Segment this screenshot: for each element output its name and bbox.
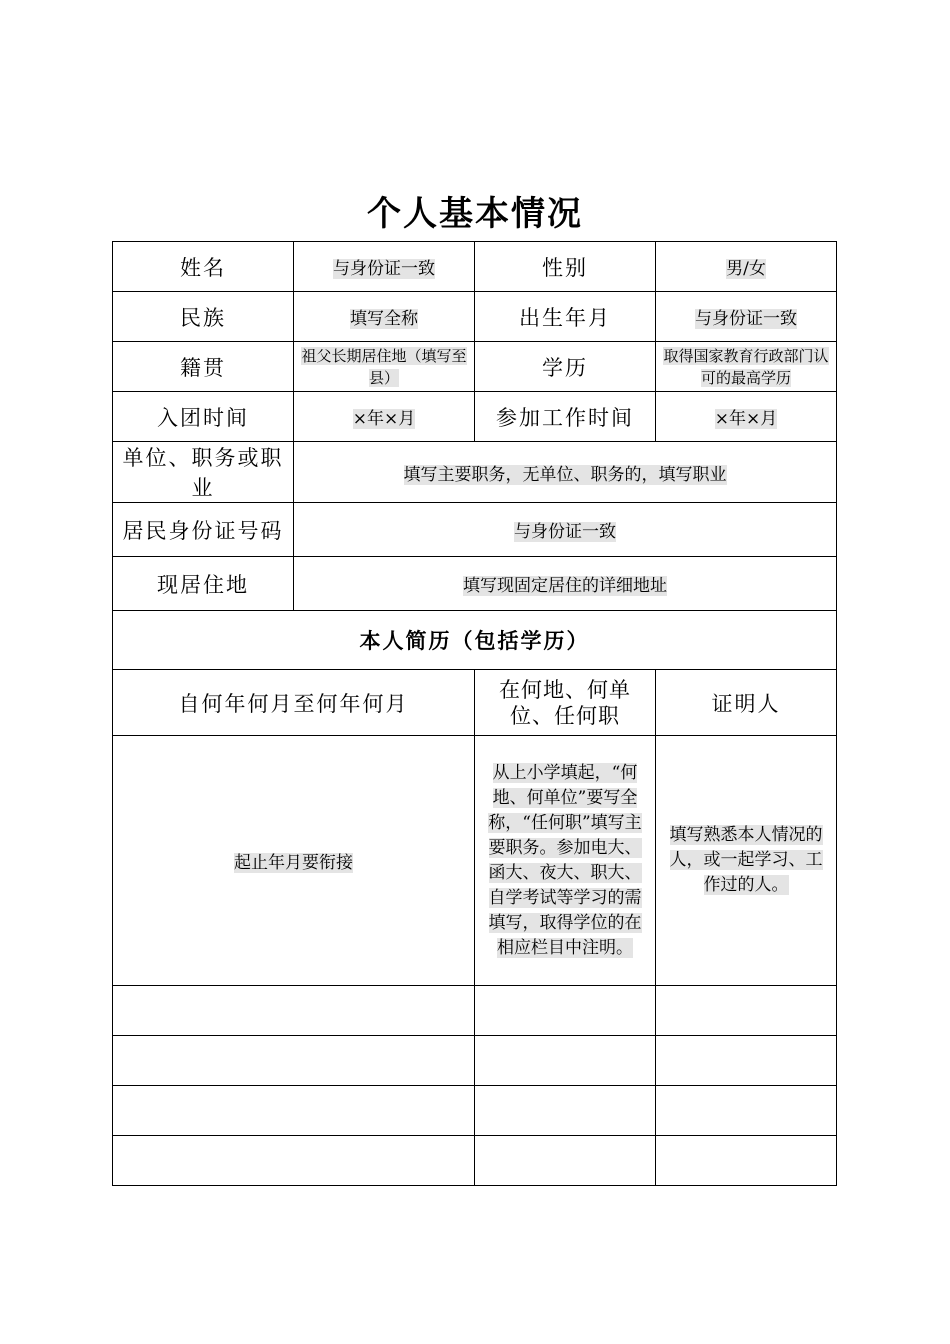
table-row [113, 392, 837, 442]
id-number-label: 居民身份证号码 [113, 503, 294, 557]
resume-witness-value: 填写熟悉本人情况的人，或一起学习、工作过的人。 [669, 825, 823, 895]
gender-value: 男/女 [726, 259, 766, 279]
resume-period-cell[interactable] [113, 986, 475, 1036]
work-time-label: 参加工作时间 [475, 392, 656, 442]
resume-witness-field[interactable] [656, 736, 837, 986]
table-row [113, 1086, 837, 1136]
resume-place-value: 从上小学填起，“何地、何单位”要写全称，“任何职”填写主要职务。参加电大、函大、夜大、职大、自学考试等学习的需填写，取得学位的在相应栏目中注明。 [488, 762, 642, 958]
residence-field[interactable] [294, 557, 837, 611]
resume-witness-cell[interactable] [656, 986, 837, 1036]
table-row [113, 342, 837, 392]
resume-header-witness: 证明人 [656, 670, 837, 736]
league-time-field[interactable] [294, 392, 475, 442]
native-place-label: 籍贯 [113, 342, 294, 392]
table-row [113, 986, 837, 1036]
resume-witness-cell[interactable] [656, 1136, 837, 1186]
resume-place-cell[interactable] [475, 986, 656, 1036]
resume-place-cell[interactable] [475, 1136, 656, 1186]
ethnicity-field[interactable] [294, 292, 475, 342]
gender-label: 性别 [475, 242, 656, 292]
residence-label: 现居住地 [113, 557, 294, 611]
resume-place-field[interactable] [475, 736, 656, 986]
employer-field[interactable] [294, 442, 837, 503]
birth-label: 出生年月 [475, 292, 656, 342]
table-row [113, 442, 837, 503]
resume-header-row [113, 670, 837, 736]
education-value: 取得国家教育行政部门认可的最高学历 [663, 346, 829, 387]
resume-header-period: 自何年何月至何年何月 [113, 670, 475, 736]
table-row [113, 611, 837, 670]
resume-period-cell[interactable] [113, 1036, 475, 1086]
id-number-field[interactable] [294, 503, 837, 557]
residence-value: 填写现固定居住的详细地址 [463, 576, 667, 596]
education-label: 学历 [475, 342, 656, 392]
table-row [113, 1136, 837, 1186]
ethnicity-label: 民族 [113, 292, 294, 342]
employer-label: 单位、职务或职业 [113, 442, 294, 503]
resume-period-field[interactable] [113, 736, 475, 986]
resume-place-cell[interactable] [475, 1036, 656, 1086]
resume-period-value: 起止年月要衔接 [234, 853, 353, 873]
resume-place-cell[interactable] [475, 1086, 656, 1136]
table-row [113, 503, 837, 557]
resume-period-cell[interactable] [113, 1136, 475, 1186]
name-field[interactable] [294, 242, 475, 292]
name-value: 与身份证一致 [333, 259, 435, 279]
employer-value: 填写主要职务，无单位、职务的，填写职业 [403, 464, 727, 485]
work-time-value: ×年×月 [714, 409, 778, 429]
table-row [113, 242, 837, 292]
resume-header-place: 在何地、何单位、任何职 [475, 670, 656, 736]
id-number-value: 与身份证一致 [514, 522, 616, 542]
table-row [113, 557, 837, 611]
resume-period-cell[interactable] [113, 1086, 475, 1136]
league-time-value: ×年×月 [352, 409, 416, 429]
work-time-field[interactable] [656, 392, 837, 442]
table-row [113, 1036, 837, 1086]
resume-section-title: 本人简历（包括学历） [113, 611, 837, 670]
gender-field[interactable] [656, 242, 837, 292]
personal-info-table [112, 241, 837, 1186]
table-row [113, 736, 837, 986]
ethnicity-value: 填写全称 [350, 309, 418, 329]
resume-witness-cell[interactable] [656, 1086, 837, 1136]
native-place-field[interactable] [294, 342, 475, 392]
education-field[interactable] [656, 342, 837, 392]
league-time-label: 入团时间 [113, 392, 294, 442]
page-title: 个人基本情况 [367, 194, 583, 234]
name-label: 姓名 [113, 242, 294, 292]
table-row [113, 292, 837, 342]
native-place-value: 祖父长期居住地（填写至县） [301, 346, 467, 387]
birth-field[interactable] [656, 292, 837, 342]
birth-value: 与身份证一致 [695, 309, 797, 329]
resume-witness-cell[interactable] [656, 1036, 837, 1086]
